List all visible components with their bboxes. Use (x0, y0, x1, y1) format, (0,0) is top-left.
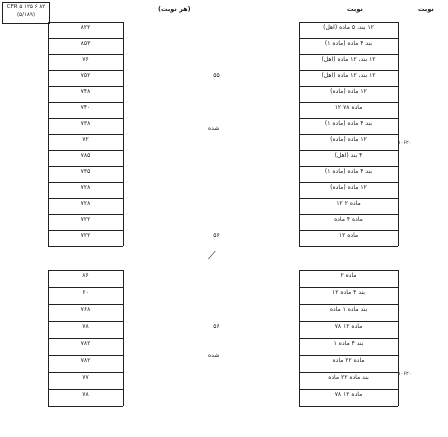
table-bottom-rule (48, 246, 123, 247)
cell-right: (ماده) ۱۲ ماده (330, 88, 367, 95)
cell-left: ۷۸۲ (80, 357, 91, 364)
cell-left: ۸۵۳ (80, 40, 91, 47)
table-column-rule (123, 270, 124, 406)
row-rule (48, 70, 123, 71)
row-rule (299, 338, 398, 339)
column-header-middle: نوبت (347, 5, 363, 13)
cell-right: (ماده ۱) بند ۴ ماده (324, 120, 373, 127)
upper-group-label: شده (208, 125, 220, 132)
cell-right: (اهل) ۴ بند (334, 152, 363, 159)
cell-left: ۷۳۸ (80, 120, 91, 127)
cell-right: ۷۸ ماده ۱۲ (334, 323, 363, 330)
cell-right: (ماده ۱) بند ۴ ماده (324, 40, 373, 47)
cell-right: ماده ۲۲ ماده (332, 357, 365, 364)
cell-right: بند ۴ ماده ۱ (333, 340, 364, 347)
table-column-rule (48, 270, 49, 406)
table-column-rule (48, 22, 49, 246)
cell-left: ۷۶۸ (80, 306, 91, 313)
cell-right: بند ماده ۱ ماده (329, 306, 368, 313)
cell-right: (ماده) ۱۲ ماده (330, 184, 367, 191)
row-rule (299, 102, 398, 103)
row-rule (299, 321, 398, 322)
cell-left: ۷۴۸ (80, 88, 91, 95)
table-column-rule (398, 22, 399, 246)
cell-left: ۷۲۸ (80, 184, 91, 191)
cell-left: ۷۷ (82, 374, 89, 381)
row-rule (48, 287, 123, 288)
cell-left: ۷۵۲ (80, 72, 91, 79)
table-column-rule (299, 22, 300, 246)
cell-left: ۷۸۵ (80, 152, 91, 159)
cell-right: ماده ۷۸ ۱۲ (334, 104, 363, 111)
row-rule (299, 70, 398, 71)
row-rule (48, 198, 123, 199)
lower-side-note: ۱۰۶۲۰ (398, 371, 412, 377)
row-rule (299, 54, 398, 55)
cell-left: ۸۲۲ (80, 24, 91, 31)
row-rule (48, 214, 123, 215)
table-column-rule (123, 22, 124, 246)
row-rule (48, 22, 123, 23)
table-bottom-rule (299, 246, 398, 247)
lower-group-label: شده (208, 352, 220, 359)
cell-left: ۷۲۲ (80, 216, 91, 223)
cell-left: ۷۲۲ (80, 232, 91, 239)
row-rule (299, 22, 398, 23)
row-rule (48, 338, 123, 339)
row-rule (299, 134, 398, 135)
cell-right: ماده ۲ ۱۲ (336, 200, 361, 207)
row-rule (299, 118, 398, 119)
row-rule (299, 150, 398, 151)
cell-left: ۷۴۰ (80, 104, 91, 111)
cell-right: ۷۸ ماده ۱۲ (334, 391, 363, 398)
row-rule (48, 38, 123, 39)
cell-right: ماده ۴ ماده (334, 216, 363, 223)
row-rule (299, 355, 398, 356)
row-rule (299, 270, 398, 271)
cell-left: ۷۸۲ (80, 340, 91, 347)
cell-mid: ۵۶ (213, 232, 220, 239)
row-rule (48, 118, 123, 119)
row-rule (299, 389, 398, 390)
row-rule (48, 270, 123, 271)
row-rule (299, 198, 398, 199)
cell-left: ۷۸ (82, 391, 89, 398)
cell-right: (اهل) ۱۲ بند، ۱۲ ماده (321, 56, 376, 63)
corner-line-1: CFR ۵ ۱۲۵ ۶ ۸۲ (6, 4, 46, 10)
column-header-left: (هر نوبت) (158, 5, 191, 13)
row-rule (299, 86, 398, 87)
row-rule (48, 102, 123, 103)
row-rule (48, 389, 123, 390)
upper-side-note: ۱۰۶۲۰ (398, 140, 412, 146)
row-rule (48, 134, 123, 135)
cell-left: ۸۶ (82, 272, 89, 279)
row-rule (48, 166, 123, 167)
column-header-right: نوبت (418, 5, 434, 13)
cell-right: بند ۴ ماده ۱۲ (332, 289, 365, 296)
cell-right: (اهل) ۱۲ بند، ۱۲ ماده (321, 72, 376, 79)
row-rule (48, 304, 123, 305)
cell-left: ۶۰ (82, 289, 89, 296)
cell-left: ۷۳۵ (80, 168, 91, 175)
cell-left: ۷۶ (82, 56, 89, 63)
corner-line-2: (۵/۱۸۹) (17, 12, 35, 18)
row-rule (48, 182, 123, 183)
row-rule (48, 321, 123, 322)
row-rule (299, 182, 398, 183)
table-column-rule (398, 270, 399, 406)
row-rule (299, 304, 398, 305)
corner-header-box (2, 2, 50, 24)
row-rule (48, 230, 123, 231)
row-rule (299, 214, 398, 215)
row-rule (299, 230, 398, 231)
cell-left: ۷۸ (82, 323, 89, 330)
cell-right: (ماده ۱) بند ۴ ماده (324, 168, 373, 175)
row-rule (48, 372, 123, 373)
cell-right: ماده ۱۲ (338, 232, 359, 239)
cell-left: ۷۲۸ (80, 200, 91, 207)
row-rule (48, 54, 123, 55)
divider-mark: ⟋ (208, 249, 216, 262)
row-rule (299, 287, 398, 288)
cell-right: (اهل) ۱۲ بند، ۵ ماده (323, 24, 374, 31)
cell-left: ۷۲ (82, 136, 89, 143)
table-bottom-rule (299, 406, 398, 407)
row-rule (299, 38, 398, 39)
row-rule (48, 86, 123, 87)
cell-right: (ماده) ۱۲ ماده (330, 136, 367, 143)
cell-right: ماده ۲ (340, 272, 357, 279)
row-rule (48, 355, 123, 356)
row-rule (299, 372, 398, 373)
row-rule (299, 166, 398, 167)
table-column-rule (299, 270, 300, 406)
row-rule (48, 150, 123, 151)
cell-mid: ۵۶ (213, 323, 220, 330)
cell-right: بند ماده ۲۲ ماده (328, 374, 369, 381)
table-bottom-rule (48, 406, 123, 407)
cell-mid: ۵۵ (213, 72, 220, 79)
